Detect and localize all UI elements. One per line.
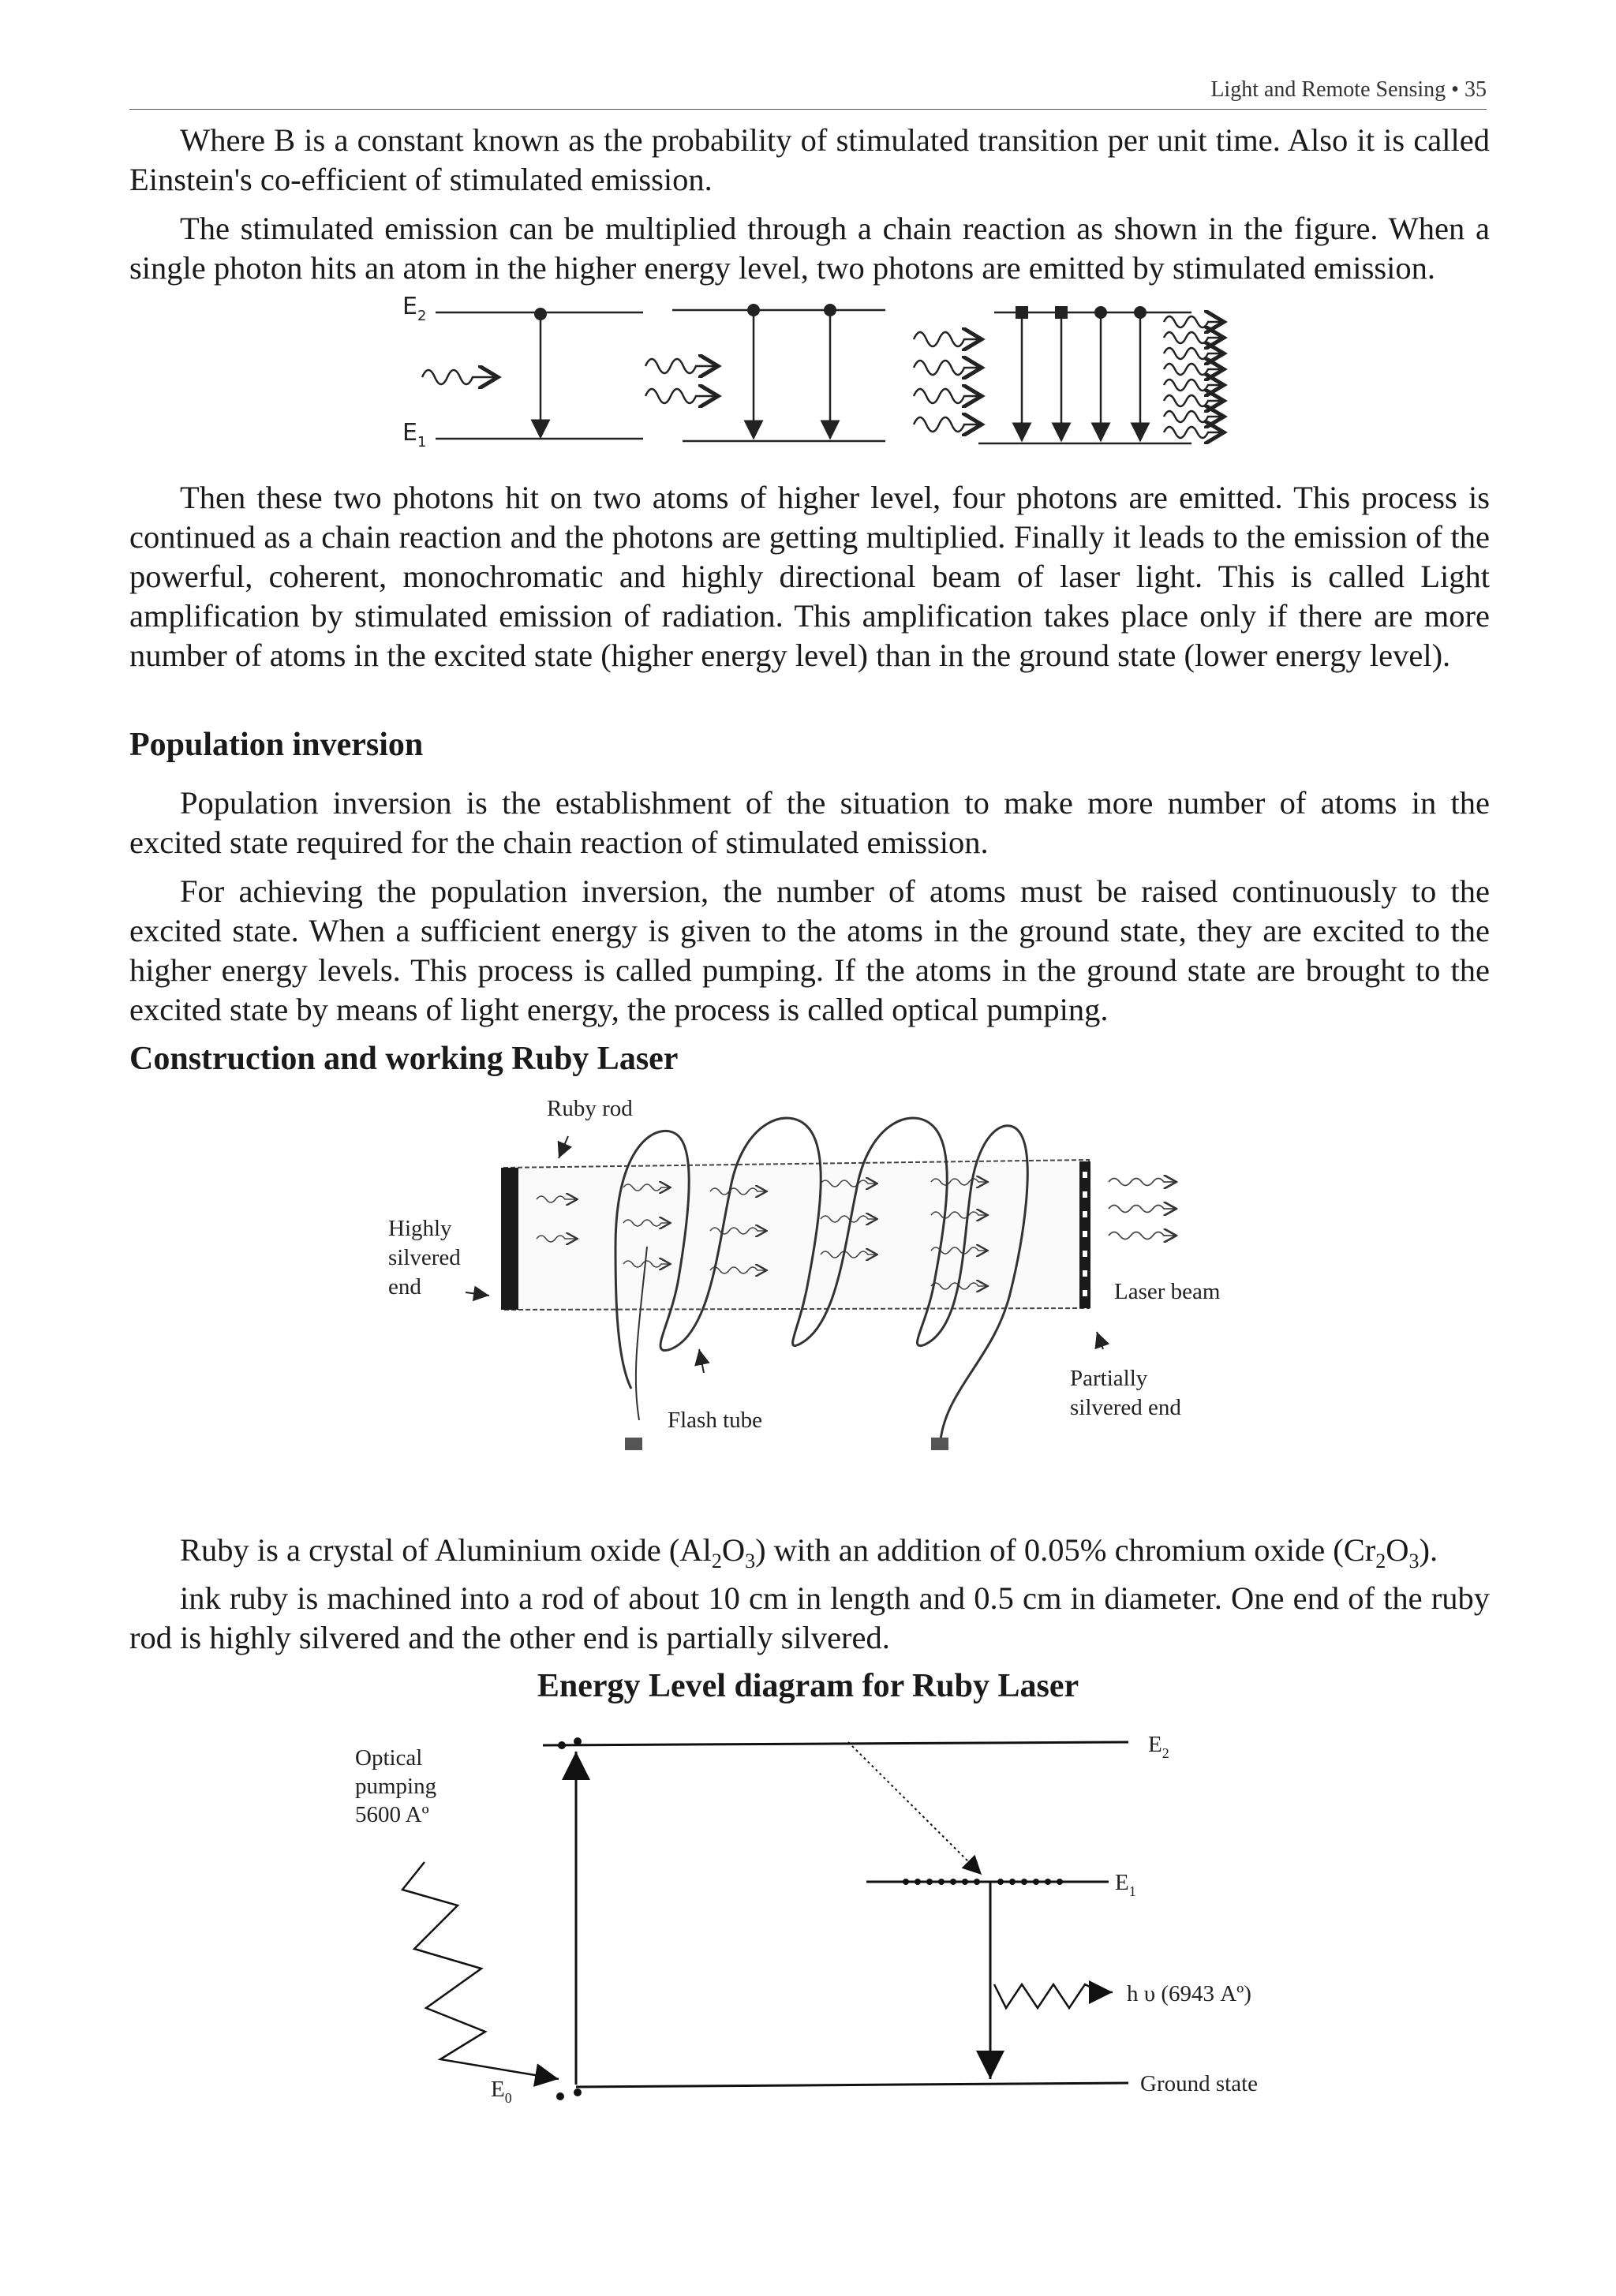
label-highly: Highly [388, 1216, 452, 1241]
e2-level-line [543, 1742, 1128, 1745]
stage3-photon-4 [914, 417, 982, 432]
ground-state-line [576, 2083, 1128, 2087]
paragraph-ruby-crystal: Ruby is a crystal of Aluminium oxide $(Al_2O_3)$ with an addition of 0.05% chromium oxide $(Cr_2O_3)$. [180, 1532, 1438, 1573]
paragraph-chain-reaction-intro: The stimulated emission can be multiplied through a chain reaction as shown in the figure. When a single photon hits an atom in the higher energy level, two photons are emitted by stimulated emission. [129, 211, 1490, 286]
paragraph-ruby-rod-dimensions: ink ruby is machined into a rod of about 10 cm in length and 0.5 cm in diameter. One end of the ruby rod is highly silvered and the other end is partially silvered. [129, 1580, 1490, 1655]
label-pumping: pumping [355, 1774, 437, 1799]
stage1-incident-photon [422, 370, 498, 384]
stage1-atom [534, 308, 547, 320]
label-partially: Partially [1070, 1366, 1148, 1391]
stage3-atom-1 [1016, 306, 1028, 319]
label-flash-tube: Flash tube [668, 1408, 763, 1433]
stage2-atom-1 [747, 304, 760, 316]
stage3-photon-1 [914, 332, 982, 346]
label-silvered: silvered [388, 1245, 461, 1270]
e2-level-label: $E_2$ [402, 293, 427, 324]
label-end: end [388, 1274, 421, 1299]
highly-silvered-end [501, 1168, 518, 1310]
stage2-photon-1 [645, 359, 718, 373]
stage2-photon-2 [645, 389, 718, 403]
e1-level-label: $E_1$ [402, 419, 427, 451]
label-ruby-rod: Ruby rod [547, 1096, 633, 1121]
flash-tube-pointer [699, 1349, 704, 1373]
running-head: Light and Remote Sensing • 35 [1210, 77, 1487, 102]
emitted-photon-bundle [1164, 316, 1224, 438]
label-silvered-end: silvered end [1070, 1395, 1181, 1420]
label-e1: $E_1$ [1115, 1870, 1136, 1899]
paragraph-einstein-coefficient: Where B is a constant known as the probability of stimulated transition per unit time. Also it is called Einstein's co-efficient of stimulated emission. [129, 122, 1490, 197]
stage3-atom-2 [1055, 306, 1068, 319]
stage2-atom-2 [824, 304, 836, 316]
stimulated-emission-chain-figure [387, 290, 1286, 458]
label-e2: $E_2$ [1148, 1732, 1169, 1761]
label-laser-beam: Laser beam [1114, 1279, 1221, 1304]
ruby-laser-construction-figure [379, 1089, 1247, 1499]
partially-silvered-pointer [1097, 1332, 1103, 1349]
stage3-photon-3 [914, 389, 982, 403]
ruby-rod [503, 1160, 1089, 1310]
stage3-atom-3 [1094, 306, 1107, 319]
silvered-end-pointer [466, 1292, 489, 1296]
ruby-energy-level-diagram [339, 1720, 1286, 2130]
emitted-photon-zigzag [994, 1984, 1113, 2008]
stage3-photon-2 [914, 361, 982, 375]
paragraph-population-inversion-definition: Population inversion is the establishment of the situation to make more number of atoms in the excited state required for the chain reaction of stimulated emission. [129, 785, 1490, 860]
header-rule [129, 109, 1487, 110]
label-pump-wavelength: 5600 Aº [355, 1802, 429, 1827]
label-ground-state: Ground state [1140, 2071, 1258, 2096]
paragraph-optical-pumping: For achieving the population inversion, the number of atoms must be raised continuously to the excited state. When a sufficient energy is given to the atoms in the ground state, they are excited to the higher energy levels. This process is called pumping. If the atoms in the ground state are brought to the excited state by means of light energy, the process is called optical pumping. [129, 873, 1490, 1027]
heading-population-inversion: Population inversion [129, 727, 424, 763]
optical-pumping-zigzag [402, 1862, 559, 2079]
label-optical: Optical [355, 1745, 423, 1771]
stage3-atom-4 [1134, 306, 1147, 319]
non-radiative-transition [848, 1742, 982, 1875]
paragraph-laser-amplification: Then these two photons hit on two atoms of higher level, four photons are emitted. This process is continued as a chain reaction and the photons are getting multiplied. Finally it leads to the emission of the powerful, coherent, monochromatic and highly directional beam of laser light. This is called Light amplification by stimulated emission of radiation. This amplification takes place only if there are more number of atoms in the excited state (higher energy level) than in the ground state (lower energy level). [129, 480, 1490, 673]
ground-atom-dots [556, 1737, 582, 2100]
laser-beam-output [1109, 1179, 1175, 1240]
energy-level-diagram-title: Energy Level diagram for Ruby Laser [537, 1668, 1079, 1704]
label-emission-wavelength: h υ (6943 Aº) [1127, 1981, 1251, 2006]
ruby-rod-pointer [559, 1136, 568, 1158]
label-e0: $E_0$ [491, 2077, 512, 2106]
flash-tube-terminals [625, 1438, 948, 1450]
heading-ruby-laser-construction: Construction and working Ruby Laser [129, 1041, 679, 1077]
